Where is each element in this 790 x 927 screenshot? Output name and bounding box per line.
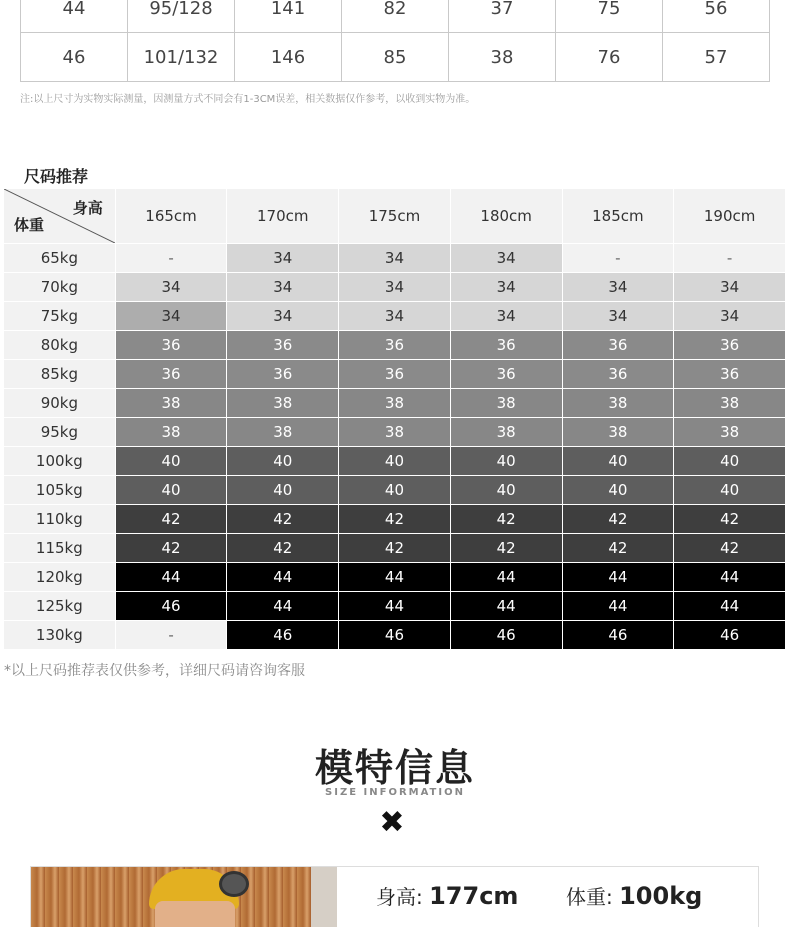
recommended-size-cell: 40 <box>451 476 563 505</box>
recommended-size-cell: 34 <box>674 302 786 331</box>
recommended-size-cell: 34 <box>339 302 451 331</box>
recommended-size-cell: 38 <box>451 389 563 418</box>
recommended-size-cell: 36 <box>674 360 786 389</box>
recommended-size-cell: 46 <box>227 621 339 650</box>
recommended-size-cell: 46 <box>563 621 675 650</box>
recommended-size-cell: 40 <box>674 476 786 505</box>
weight-axis-label: 体重 <box>14 216 45 234</box>
recommended-size-cell: 42 <box>227 534 339 563</box>
recommended-size-cell: 38 <box>451 418 563 447</box>
recommended-size-cell: 42 <box>116 534 228 563</box>
recommended-size-cell: 40 <box>674 447 786 476</box>
weight-row-label: 105kg <box>4 476 116 505</box>
recommended-size-cell: 36 <box>339 331 451 360</box>
weight-row <box>4 447 786 476</box>
recommended-size-cell: 40 <box>116 447 228 476</box>
recommended-size-cell: 46 <box>451 621 563 650</box>
recommended-size-cell: 46 <box>339 621 451 650</box>
height-column-header: 190cm <box>674 189 786 244</box>
recommended-size-cell: 38 <box>674 418 786 447</box>
recommended-size-cell: 42 <box>674 534 786 563</box>
recommended-size-cell: 34 <box>451 244 563 273</box>
table-corner-header <box>4 189 116 244</box>
face-graphic <box>155 901 235 927</box>
weight-row <box>4 621 786 650</box>
weight-row <box>4 360 786 389</box>
recommended-size-cell: 38 <box>339 389 451 418</box>
weight-row <box>4 389 786 418</box>
weight-row-label: 80kg <box>4 331 116 360</box>
weight-row-label: 95kg <box>4 418 116 447</box>
recommended-size-cell: 38 <box>563 389 675 418</box>
recommended-size-cell: 40 <box>563 476 675 505</box>
recommended-size-cell: 42 <box>339 505 451 534</box>
recommended-size-cell: 38 <box>227 389 339 418</box>
recommended-size-cell: 44 <box>674 563 786 592</box>
height-column-header: 185cm <box>563 189 675 244</box>
recommended-size-cell: 34 <box>563 273 675 302</box>
recommendation-note: *以上尺码推荐表仅供参考，详细尺码请咨询客服 <box>4 663 305 679</box>
size-recommendation-table <box>4 189 786 650</box>
size-note: 注:以上尺寸为实物实际测量，因测量方式不同会有1-3CM误差，相关数据仅作参考，以收到实物为准。 <box>20 94 476 105</box>
recommended-size-cell: 40 <box>227 476 339 505</box>
recommended-size-cell: 46 <box>116 592 228 621</box>
recommended-size-cell: 34 <box>674 273 786 302</box>
recommended-size-cell: 42 <box>674 505 786 534</box>
recommended-size-cell: 38 <box>116 418 228 447</box>
recommended-size-cell: 44 <box>339 563 451 592</box>
recommended-size-cell: 44 <box>563 563 675 592</box>
recommended-size-cell: 34 <box>227 302 339 331</box>
recommended-size-cell: - <box>674 244 786 273</box>
recommendation-title: 尺码推荐 <box>24 167 89 186</box>
size-table-cell: 76 <box>556 33 663 82</box>
weight-row-label: 70kg <box>4 273 116 302</box>
sunglasses-graphic <box>219 871 249 897</box>
weight-row-label: 100kg <box>4 447 116 476</box>
recommended-size-cell: 40 <box>451 447 563 476</box>
weight-row-label: 130kg <box>4 621 116 650</box>
weight-row-label: 75kg <box>4 302 116 331</box>
size-table-cell: 95/128 <box>128 0 235 33</box>
weight-row <box>4 244 786 273</box>
recommended-size-cell: 34 <box>451 302 563 331</box>
recommended-size-cell: 42 <box>563 505 675 534</box>
recommended-size-cell: 40 <box>563 447 675 476</box>
recommended-size-cell: 44 <box>116 563 228 592</box>
recommended-size-cell: 42 <box>563 534 675 563</box>
model-photo <box>31 867 337 927</box>
recommended-size-cell: 40 <box>339 476 451 505</box>
recommended-size-cell: 36 <box>227 331 339 360</box>
model-info-title: 模特信息 <box>314 746 475 790</box>
size-table-row <box>21 0 770 33</box>
recommended-size-cell: 34 <box>116 302 228 331</box>
weight-row <box>4 302 786 331</box>
size-table-cell: 37 <box>449 0 556 33</box>
recommended-size-cell: 36 <box>339 360 451 389</box>
weight-row-label: 125kg <box>4 592 116 621</box>
recommended-size-cell: 40 <box>227 447 339 476</box>
model-weight: 体重: 100kg <box>566 882 703 910</box>
recommended-size-cell: 36 <box>227 360 339 389</box>
size-table-cell: 141 <box>235 0 342 33</box>
recommended-size-cell: 46 <box>674 621 786 650</box>
recommended-size-cell: 38 <box>116 389 228 418</box>
size-table-cell: 38 <box>449 33 556 82</box>
recommended-size-cell: 44 <box>451 563 563 592</box>
recommended-size-cell: 34 <box>563 302 675 331</box>
recommended-size-cell: 42 <box>339 534 451 563</box>
recommended-size-cell: 36 <box>563 331 675 360</box>
recommended-size-cell: 34 <box>227 244 339 273</box>
size-table-cell: 57 <box>663 33 770 82</box>
weight-row-label: 85kg <box>4 360 116 389</box>
height-column-header: 165cm <box>116 189 228 244</box>
height-column-header: 175cm <box>339 189 451 244</box>
weight-row <box>4 534 786 563</box>
size-table-cell: 101/132 <box>128 33 235 82</box>
recommended-size-cell: - <box>563 244 675 273</box>
height-column-header: 180cm <box>451 189 563 244</box>
recommended-size-cell: 34 <box>339 244 451 273</box>
recommended-size-cell: 38 <box>674 389 786 418</box>
weight-row <box>4 563 786 592</box>
recommended-size-cell: 38 <box>227 418 339 447</box>
size-table <box>20 0 770 82</box>
weight-row-label: 120kg <box>4 563 116 592</box>
weight-row <box>4 505 786 534</box>
recommended-size-cell: 36 <box>116 360 228 389</box>
recommended-size-cell: 44 <box>674 592 786 621</box>
recommended-size-cell: - <box>116 244 228 273</box>
recommended-size-cell: 40 <box>339 447 451 476</box>
recommended-size-cell: 38 <box>339 418 451 447</box>
size-table-cell: 46 <box>21 33 128 82</box>
model-info-subtitle: SIZE INFORMATION <box>325 787 465 798</box>
recommended-size-cell: 42 <box>451 534 563 563</box>
size-table-cell: 75 <box>556 0 663 33</box>
height-axis-label: 身高 <box>72 199 103 217</box>
close-cross-icon: ✖ <box>379 805 405 840</box>
recommended-size-cell: 44 <box>451 592 563 621</box>
recommended-size-cell: 34 <box>451 273 563 302</box>
recommended-size-cell: 36 <box>674 331 786 360</box>
model-height: 身高: 177cm <box>376 882 519 910</box>
weight-row-label: 115kg <box>4 534 116 563</box>
weight-row <box>4 592 786 621</box>
size-table-cell: 56 <box>663 0 770 33</box>
recommended-size-cell: 42 <box>227 505 339 534</box>
recommended-size-cell: 38 <box>563 418 675 447</box>
model-card <box>30 866 759 927</box>
size-table-cell: 85 <box>342 33 449 82</box>
recommended-size-cell: 36 <box>116 331 228 360</box>
weight-row <box>4 273 786 302</box>
recommended-size-cell: 42 <box>451 505 563 534</box>
recommended-size-cell: - <box>116 621 228 650</box>
recommended-size-cell: 40 <box>116 476 228 505</box>
size-table-cell: 146 <box>235 33 342 82</box>
recommended-size-cell: 34 <box>116 273 228 302</box>
recommended-size-cell: 44 <box>227 592 339 621</box>
recommended-size-cell: 36 <box>563 360 675 389</box>
height-column-header: 170cm <box>227 189 339 244</box>
recommended-size-cell: 36 <box>451 360 563 389</box>
recommended-size-cell: 34 <box>227 273 339 302</box>
weight-row-label: 90kg <box>4 389 116 418</box>
weight-row-label: 65kg <box>4 244 116 273</box>
weight-row <box>4 476 786 505</box>
recommended-size-cell: 44 <box>563 592 675 621</box>
size-table-cell: 82 <box>342 0 449 33</box>
recommended-size-cell: 36 <box>451 331 563 360</box>
recommended-size-cell: 34 <box>339 273 451 302</box>
recommended-size-cell: 44 <box>339 592 451 621</box>
weight-row <box>4 418 786 447</box>
weight-row <box>4 331 786 360</box>
recommended-size-cell: 42 <box>116 505 228 534</box>
weight-row-label: 110kg <box>4 505 116 534</box>
size-table-row <box>21 33 770 82</box>
recommended-size-cell: 44 <box>227 563 339 592</box>
size-table-cell: 44 <box>21 0 128 33</box>
